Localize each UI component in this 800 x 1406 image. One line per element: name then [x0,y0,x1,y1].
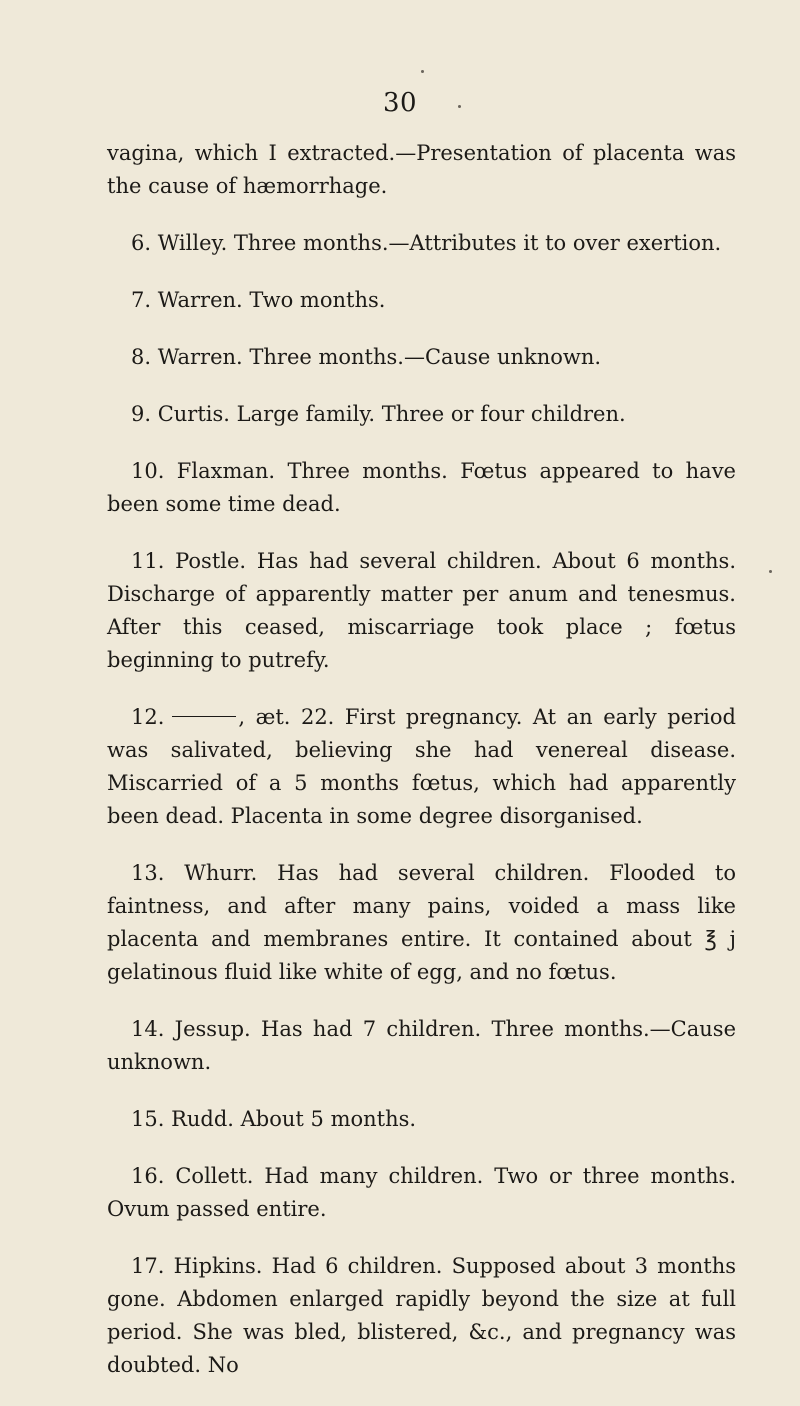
case-entry-16: 16. Collett. Had many children. Two or three months. Ovum passed entire. [107,1164,736,1221]
print-speck [421,70,424,73]
page-number: 30 [382,88,418,118]
case-entry-9: 9. Curtis. Large family. Three or four children. [131,402,626,426]
body-text [107,137,736,1406]
paragraph-continuation: vagina, which I extracted.—Presentation of placenta was the cause of hæmorrhage. [107,141,736,198]
case-entry-14: 14. Jessup. Has had 7 children. Three months.—Cause unknown. [107,1017,736,1074]
case-entry-12-number: 12. [131,705,165,729]
case-entry-10: 10. Flaxman. Three months. Fœtus appeared to have been some time dead. [107,459,736,516]
case-entry-7: 7. Warren. Two months. [131,288,386,312]
case-entry-15: 15. Rudd. About 5 months. [131,1107,417,1131]
print-speck [458,105,461,108]
case-entry-12-text: , æt. 22. First pregnancy. At an early period was salivated, believing she had venereal disease. Miscarried of a 5 months fœtus, which had apparently been dead. Placenta in some degree disorganised. [107,705,736,828]
case-entry-8: 8. Warren. Three months.—Cause unknown. [131,345,602,369]
name-omitted-dash [172,716,236,717]
case-entry-12 [107,701,736,833]
case-entry-6: 6. Willey. Three months.—Attributes it to over exertion. [131,231,722,255]
case-entry-17: 17. Hipkins. Had 6 children. Supposed about 3 months gone. Abdomen enlarged rapidly beyond the size at full period. She was bled, blistered, &c., and pregnancy was doubted. No [107,1254,736,1377]
case-entry-11: 11. Postle. Has had several children. About 6 months. Discharge of apparently matter per anum and tenesmus. After this ceased, miscarriage took place ; fœtus beginning to putrefy. [107,549,736,672]
print-speck [769,570,772,573]
case-entry-13: 13. Whurr. Has had several children. Flooded to faintness, and after many pains, voided a mass like placenta and membranes entire. It contained about ℥ j gelatinous fluid like white of egg, and no fœtus. [107,861,736,984]
